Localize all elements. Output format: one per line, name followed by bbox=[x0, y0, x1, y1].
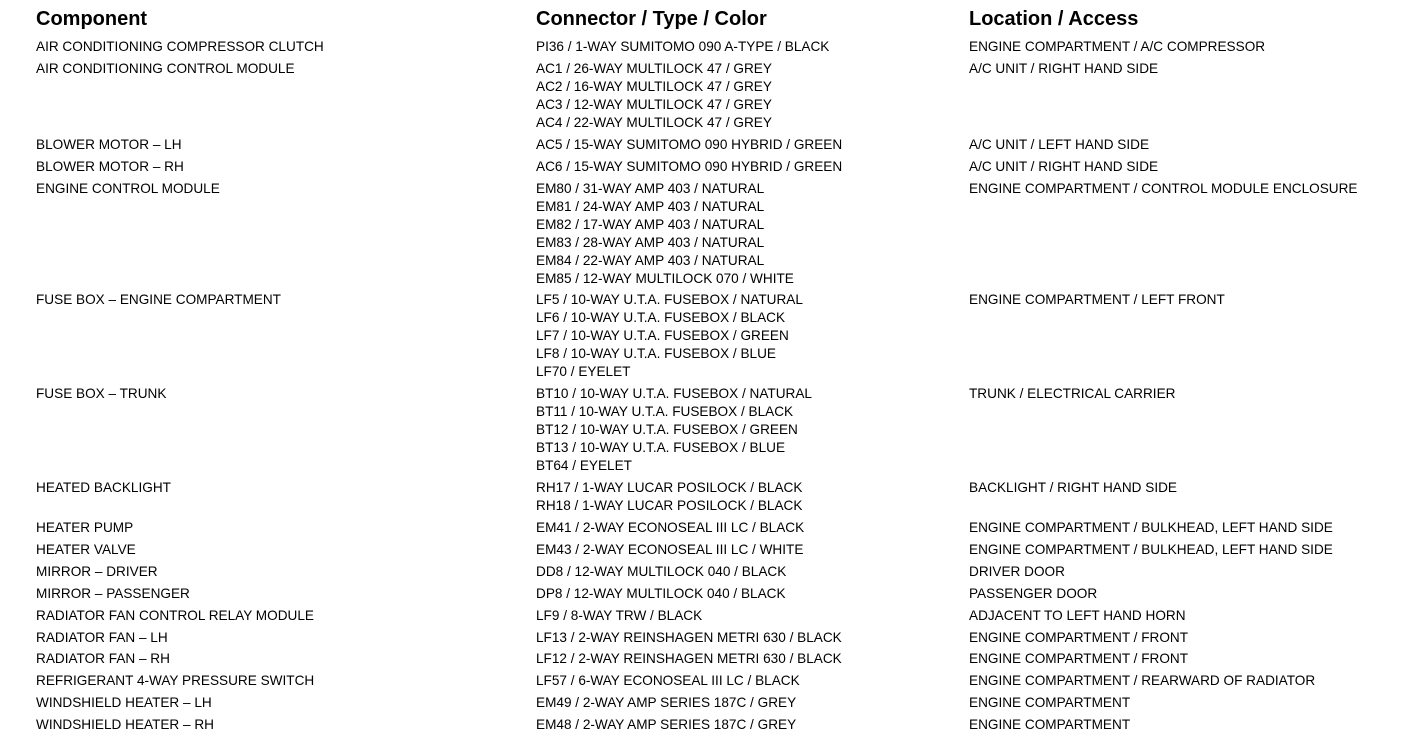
component-cell: BLOWER MOTOR – LH bbox=[36, 136, 182, 152]
table-row bbox=[0, 629, 1408, 647]
component-cell: RADIATOR FAN – LH bbox=[36, 629, 168, 645]
location-cell: A/C UNIT / LEFT HAND SIDE bbox=[969, 136, 1150, 152]
component-cell: BLOWER MOTOR – RH bbox=[36, 158, 184, 174]
header-connector: Connector / Type / Color bbox=[536, 8, 767, 30]
connector-cell bbox=[536, 694, 966, 712]
location-cell: ENGINE COMPARTMENT bbox=[969, 717, 1131, 733]
table-row bbox=[0, 136, 1408, 154]
connector-entry: EM82 / 17-WAY AMP 403 / NATURAL bbox=[536, 216, 765, 232]
connector-entry: EM43 / 2-WAY ECONOSEAL III LC / WHITE bbox=[536, 542, 804, 558]
connector-cell bbox=[536, 607, 966, 625]
component-cell: MIRROR – DRIVER bbox=[36, 563, 158, 579]
connector-entry: LF5 / 10-WAY U.T.A. FUSEBOX / NATURAL bbox=[536, 292, 803, 308]
connector-entry: AC1 / 26-WAY MULTILOCK 47 / GREY bbox=[536, 60, 772, 76]
location-cell: ENGINE COMPARTMENT / BULKHEAD, LEFT HAND SIDE bbox=[969, 542, 1333, 558]
connector-entry: LF70 / EYELET bbox=[536, 364, 631, 380]
connector-entry: LF9 / 8-WAY TRW / BLACK bbox=[536, 607, 703, 623]
connector-entry: BT11 / 10-WAY U.T.A. FUSEBOX / BLACK bbox=[536, 404, 794, 420]
component-cell: HEATER PUMP bbox=[36, 520, 134, 536]
connector-cell bbox=[536, 136, 966, 154]
component-cell: WINDSHIELD HEATER – LH bbox=[36, 695, 212, 711]
table-body bbox=[0, 38, 1408, 738]
location-cell: DRIVER DOOR bbox=[969, 563, 1065, 579]
connector-entry: LF7 / 10-WAY U.T.A. FUSEBOX / GREEN bbox=[536, 328, 789, 344]
component-cell: AIR CONDITIONING CONTROL MODULE bbox=[36, 60, 295, 76]
connector-entry: LF13 / 2-WAY REINSHAGEN METRI 630 / BLACK bbox=[536, 629, 842, 645]
connector-cell bbox=[536, 38, 966, 56]
connector-entry: AC4 / 22-WAY MULTILOCK 47 / GREY bbox=[536, 114, 772, 130]
location-cell: ENGINE COMPARTMENT / REARWARD OF RADIATOR bbox=[969, 673, 1316, 689]
table-row bbox=[0, 60, 1408, 132]
location-cell: ENGINE COMPARTMENT / A/C COMPRESSOR bbox=[969, 39, 1266, 54]
table-row bbox=[0, 541, 1408, 559]
connector-entry: AC5 / 15-WAY SUMITOMO 090 HYBRID / GREEN bbox=[536, 136, 843, 152]
connector-cell bbox=[536, 479, 966, 515]
connector-entry: LF57 / 6-WAY ECONOSEAL III LC / BLACK bbox=[536, 673, 800, 689]
connector-entry: EM80 / 31-WAY AMP 403 / NATURAL bbox=[536, 180, 765, 196]
location-cell: ENGINE COMPARTMENT / BULKHEAD, LEFT HAND SIDE bbox=[969, 520, 1333, 536]
location-cell: ENGINE COMPARTMENT / FRONT bbox=[969, 629, 1189, 645]
table-row bbox=[0, 385, 1408, 475]
location-cell: A/C UNIT / RIGHT HAND SIDE bbox=[969, 158, 1159, 174]
connector-cell bbox=[536, 385, 966, 475]
table-row bbox=[0, 180, 1408, 288]
connector-cell bbox=[536, 563, 966, 581]
connector-cell bbox=[536, 672, 966, 690]
table-row bbox=[0, 716, 1408, 734]
table-row bbox=[0, 650, 1408, 668]
location-cell: ENGINE COMPARTMENT / LEFT FRONT bbox=[969, 292, 1225, 308]
connector-entry: EM84 / 22-WAY AMP 403 / NATURAL bbox=[536, 252, 765, 268]
component-cell: REFRIGERANT 4-WAY PRESSURE SWITCH bbox=[36, 673, 315, 689]
location-cell: PASSENGER DOOR bbox=[969, 585, 1098, 601]
component-cell: FUSE BOX – ENGINE COMPARTMENT bbox=[36, 292, 281, 308]
table-row bbox=[0, 38, 1408, 56]
location-cell: A/C UNIT / RIGHT HAND SIDE bbox=[969, 60, 1159, 76]
table-row bbox=[0, 585, 1408, 603]
connector-entry: RH17 / 1-WAY LUCAR POSILOCK / BLACK bbox=[536, 480, 803, 496]
connector-entry: BT64 / EYELET bbox=[536, 458, 632, 474]
location-cell: BACKLIGHT / RIGHT HAND SIDE bbox=[969, 480, 1177, 496]
component-cell: WINDSHIELD HEATER – RH bbox=[36, 717, 214, 733]
connector-entry: EM83 / 28-WAY AMP 403 / NATURAL bbox=[536, 234, 765, 250]
connector-cell bbox=[536, 585, 966, 603]
connector-entry: PI36 / 1-WAY SUMITOMO 090 A-TYPE / BLACK bbox=[536, 39, 830, 54]
table-row bbox=[0, 479, 1408, 515]
connector-cell bbox=[536, 541, 966, 559]
connector-cell bbox=[536, 629, 966, 647]
connector-entry: AC6 / 15-WAY SUMITOMO 090 HYBRID / GREEN bbox=[536, 158, 843, 174]
connector-entry: EM85 / 12-WAY MULTILOCK 070 / WHITE bbox=[536, 270, 794, 286]
location-cell: ENGINE COMPARTMENT bbox=[969, 695, 1131, 711]
table-row bbox=[0, 158, 1408, 176]
connector-cell bbox=[536, 716, 966, 734]
connector-entry: LF12 / 2-WAY REINSHAGEN METRI 630 / BLACK bbox=[536, 651, 842, 667]
connector-cell bbox=[536, 158, 966, 176]
connector-cell bbox=[536, 519, 966, 537]
table-header bbox=[0, 6, 1408, 34]
location-cell: ENGINE COMPARTMENT / FRONT bbox=[969, 651, 1189, 667]
connector-cell bbox=[536, 291, 966, 381]
connector-entry: EM81 / 24-WAY AMP 403 / NATURAL bbox=[536, 198, 765, 214]
component-cell: FUSE BOX – TRUNK bbox=[36, 386, 167, 402]
table-row bbox=[0, 519, 1408, 537]
table-row bbox=[0, 694, 1408, 712]
connector-entry: BT10 / 10-WAY U.T.A. FUSEBOX / NATURAL bbox=[536, 386, 812, 402]
connector-entry: EM41 / 2-WAY ECONOSEAL III LC / BLACK bbox=[536, 520, 805, 536]
component-cell: RADIATOR FAN CONTROL RELAY MODULE bbox=[36, 607, 314, 623]
connector-entry: DD8 / 12-WAY MULTILOCK 040 / BLACK bbox=[536, 563, 787, 579]
connector-entry: AC2 / 16-WAY MULTILOCK 47 / GREY bbox=[536, 78, 772, 94]
connector-entry: LF8 / 10-WAY U.T.A. FUSEBOX / BLUE bbox=[536, 346, 776, 362]
location-cell: ENGINE COMPARTMENT / CONTROL MODULE ENCLOSURE bbox=[969, 180, 1358, 196]
component-cell: MIRROR – PASSENGER bbox=[36, 585, 190, 601]
connector-cell bbox=[536, 60, 966, 132]
component-cell: ENGINE CONTROL MODULE bbox=[36, 180, 220, 196]
location-cell: TRUNK / ELECTRICAL CARRIER bbox=[969, 386, 1176, 402]
table-row bbox=[0, 563, 1408, 581]
connector-entry: EM48 / 2-WAY AMP SERIES 187C / GREY bbox=[536, 717, 797, 733]
table-row bbox=[0, 607, 1408, 625]
connector-entry: BT13 / 10-WAY U.T.A. FUSEBOX / BLUE bbox=[536, 440, 786, 456]
header-component: Component bbox=[36, 8, 148, 30]
connector-cell bbox=[536, 180, 966, 288]
location-cell: ADJACENT TO LEFT HAND HORN bbox=[969, 607, 1186, 623]
connector-entry: BT12 / 10-WAY U.T.A. FUSEBOX / GREEN bbox=[536, 422, 798, 438]
header-location: Location / Access bbox=[969, 8, 1139, 30]
component-cell: HEATED BACKLIGHT bbox=[36, 480, 171, 496]
component-cell: AIR CONDITIONING COMPRESSOR CLUTCH bbox=[36, 39, 324, 54]
connector-entry: EM49 / 2-WAY AMP SERIES 187C / GREY bbox=[536, 695, 797, 711]
connector-entry: AC3 / 12-WAY MULTILOCK 47 / GREY bbox=[536, 96, 772, 112]
component-cell: RADIATOR FAN – RH bbox=[36, 651, 170, 667]
table-row bbox=[0, 291, 1408, 381]
connector-cell bbox=[536, 650, 966, 668]
connector-entry: LF6 / 10-WAY U.T.A. FUSEBOX / BLACK bbox=[536, 310, 786, 326]
connector-entry: DP8 / 12-WAY MULTILOCK 040 / BLACK bbox=[536, 585, 786, 601]
component-cell: HEATER VALVE bbox=[36, 542, 136, 558]
connector-entry: RH18 / 1-WAY LUCAR POSILOCK / BLACK bbox=[536, 498, 803, 514]
table-row bbox=[0, 672, 1408, 690]
